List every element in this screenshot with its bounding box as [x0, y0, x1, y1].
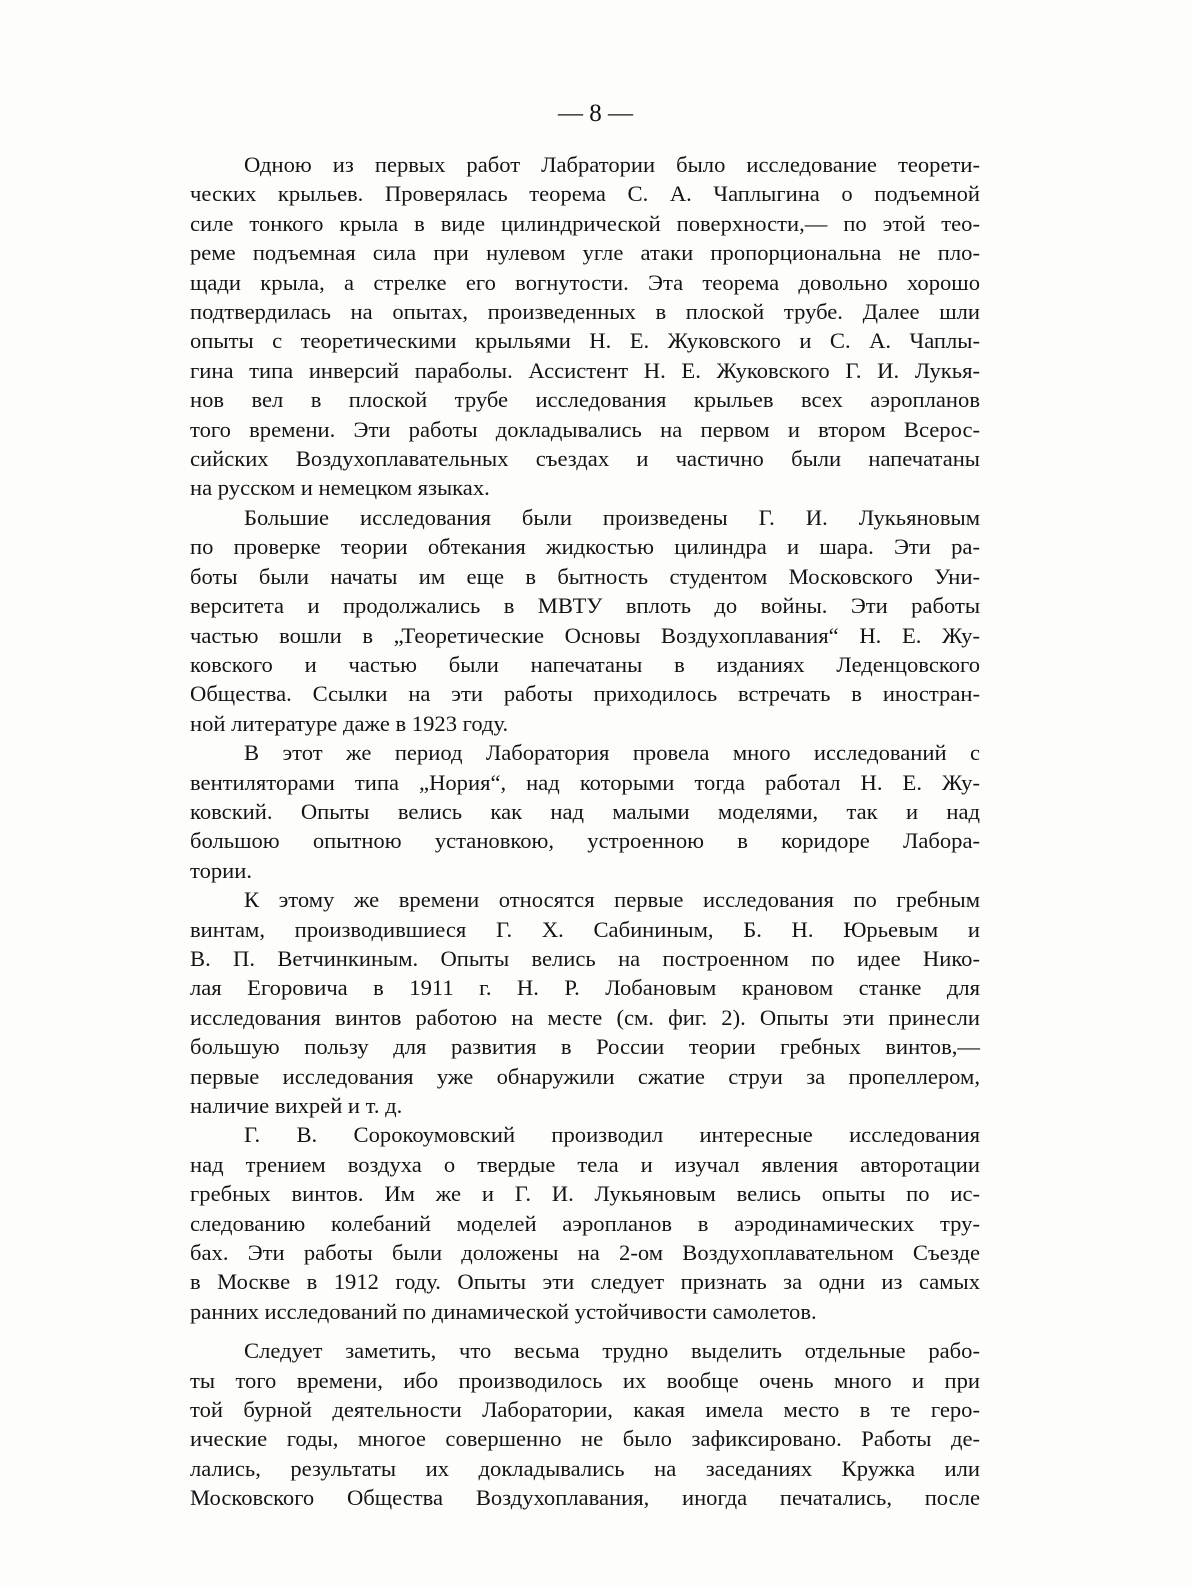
- text-line: Московского Общества Воздухоплавания, иногда печатались, после: [190, 1485, 980, 1511]
- paragraph-3: [190, 738, 980, 885]
- text-line: реме подъемная сила при нулевом угле атаки пропорциональна не пло-: [190, 240, 980, 266]
- text-line: гина типа инверсий параболы. Ассистент Н. Е. Жуковского Г. И. Лукья-: [190, 357, 980, 383]
- paragraph-gap: [190, 1326, 980, 1336]
- text-line: опыты с теоретическими крыльями Н. Е. Жуковского и С. А. Чаплы-: [190, 328, 980, 354]
- text-line: силе тонкого крыла в виде цилиндрической поверхности,— по этой тео-: [190, 210, 980, 236]
- text-line: тории.: [190, 857, 253, 883]
- text-line: Общества. Ссылки на эти работы приходилось встречать в иностран-: [190, 681, 980, 707]
- paragraph-2: [190, 503, 980, 738]
- text-line: щади крыла, а стрелке его вогнутости. Эта теорема довольно хорошо: [190, 269, 980, 295]
- text-line: большою опытною установкою, устроенною в коридоре Лабора-: [190, 828, 980, 854]
- text-line: Г. В. Сорокоумовский производил интересные исследования: [244, 1122, 980, 1148]
- paragraph-1: [190, 150, 980, 503]
- text-line: Одною из первых работ Лабратории было исследование теорети-: [244, 152, 980, 177]
- text-line: Большие исследования были произведены Г. И. Лукьяновым: [244, 504, 980, 530]
- text-line: лались, результаты их докладывались на заседаниях Кружка или: [190, 1455, 980, 1481]
- text-line: В. П. Ветчинкиным. Опыты велись на построенном по идее Нико-: [190, 945, 980, 971]
- text-line: наличие вихрей и т. д.: [190, 1093, 403, 1118]
- text-line: частью вошли в „Теоретические Основы Воздухоплавания“ Н. Е. Жу-: [190, 622, 980, 648]
- text-line: вентиляторами типа „Нория“, над которыми тогда работал Н. Е. Жу-: [190, 769, 980, 795]
- text-line: той бурной деятельности Лаборатории, какая имела место в те геро-: [190, 1397, 980, 1423]
- text-line: гребных винтов. Им же и Г. И. Лукьяновым велись опыты по ис-: [190, 1181, 980, 1207]
- text-line: ческих крыльев. Проверялась теорема С. А. Чаплыгина о подъемной: [190, 181, 980, 207]
- text-line: большую пользу для развития в России теории гребных винтов,—: [190, 1034, 980, 1060]
- text-line: следованию колебаний моделей аэропланов в аэродинамических тру-: [190, 1210, 980, 1236]
- text-line: первые исследования уже обнаружили сжатие струи за пропеллером,: [190, 1063, 980, 1089]
- text-line: В этот же период Лаборатория провела много исследований с: [244, 740, 980, 766]
- paragraph-6: [190, 1336, 980, 1512]
- text-line: нов вел в плоской трубе исследования крыльев всех аэропланов: [190, 387, 980, 413]
- text-line: верситета и продолжались в МВТУ вплоть до войны. Эти работы: [190, 593, 980, 619]
- text-line: по проверке теории обтекания жидкостью цилиндра и шара. Эти ра-: [190, 534, 980, 560]
- text-line: сийских Воздухоплавательных съездах и частично были напечатаны: [190, 446, 980, 472]
- text-line: ты того времени, ибо производилось их вообще очень много и при: [190, 1367, 980, 1393]
- text-line: К этому же времени относятся первые исследования по гребным: [244, 887, 980, 913]
- text-line: того времени. Эти работы докладывались на первом и втором Всерос-: [190, 416, 980, 442]
- paragraph-4: [190, 885, 980, 1120]
- text-line: ические годы, многое совершенно не было зафиксировано. Работы де-: [190, 1426, 980, 1452]
- text-line: ной литературе даже в 1923 году.: [190, 710, 509, 736]
- text-line: исследования винтов работою на месте (см. фиг. 2). Опыты эти принесли: [190, 1004, 980, 1030]
- text-line: ковский. Опыты велись как над малыми моделями, так и над: [190, 798, 980, 824]
- body-text: [190, 150, 980, 1513]
- text-line: боты были начаты им еще в бытность студентом Московского Уни-: [190, 563, 980, 589]
- text-line: ковского и частью были напечатаны в изданиях Леденцовского: [190, 651, 980, 677]
- page-number: — 8 —: [558, 100, 633, 127]
- text-line: на русском и немецком языках.: [190, 475, 490, 501]
- text-line: в Москве в 1912 году. Опыты эти следует признать за одни из самых: [190, 1269, 980, 1295]
- text-line: лая Егоровича в 1911 г. Н. Р. Лобановым крановом станке для: [190, 975, 980, 1001]
- text-line: подтвердилась на опытах, произведенных в плоской трубе. Далее шли: [190, 299, 980, 325]
- text-line: бах. Эти работы были доложены на 2-ом Воздухоплавательном Съезде: [190, 1240, 980, 1266]
- paragraph-5: [190, 1120, 980, 1326]
- text-line: Следует заметить, что весьма трудно выделить отдельные рабо-: [244, 1338, 980, 1364]
- text-line: над трением воздуха о твердые тела и изучал явления авторотации: [190, 1151, 980, 1177]
- text-line: ранних исследований по динамической устойчивости самолетов.: [190, 1298, 817, 1324]
- text-line: винтам, производившиеся Г. Х. Сабининым, Б. Н. Юрьевым и: [190, 916, 980, 942]
